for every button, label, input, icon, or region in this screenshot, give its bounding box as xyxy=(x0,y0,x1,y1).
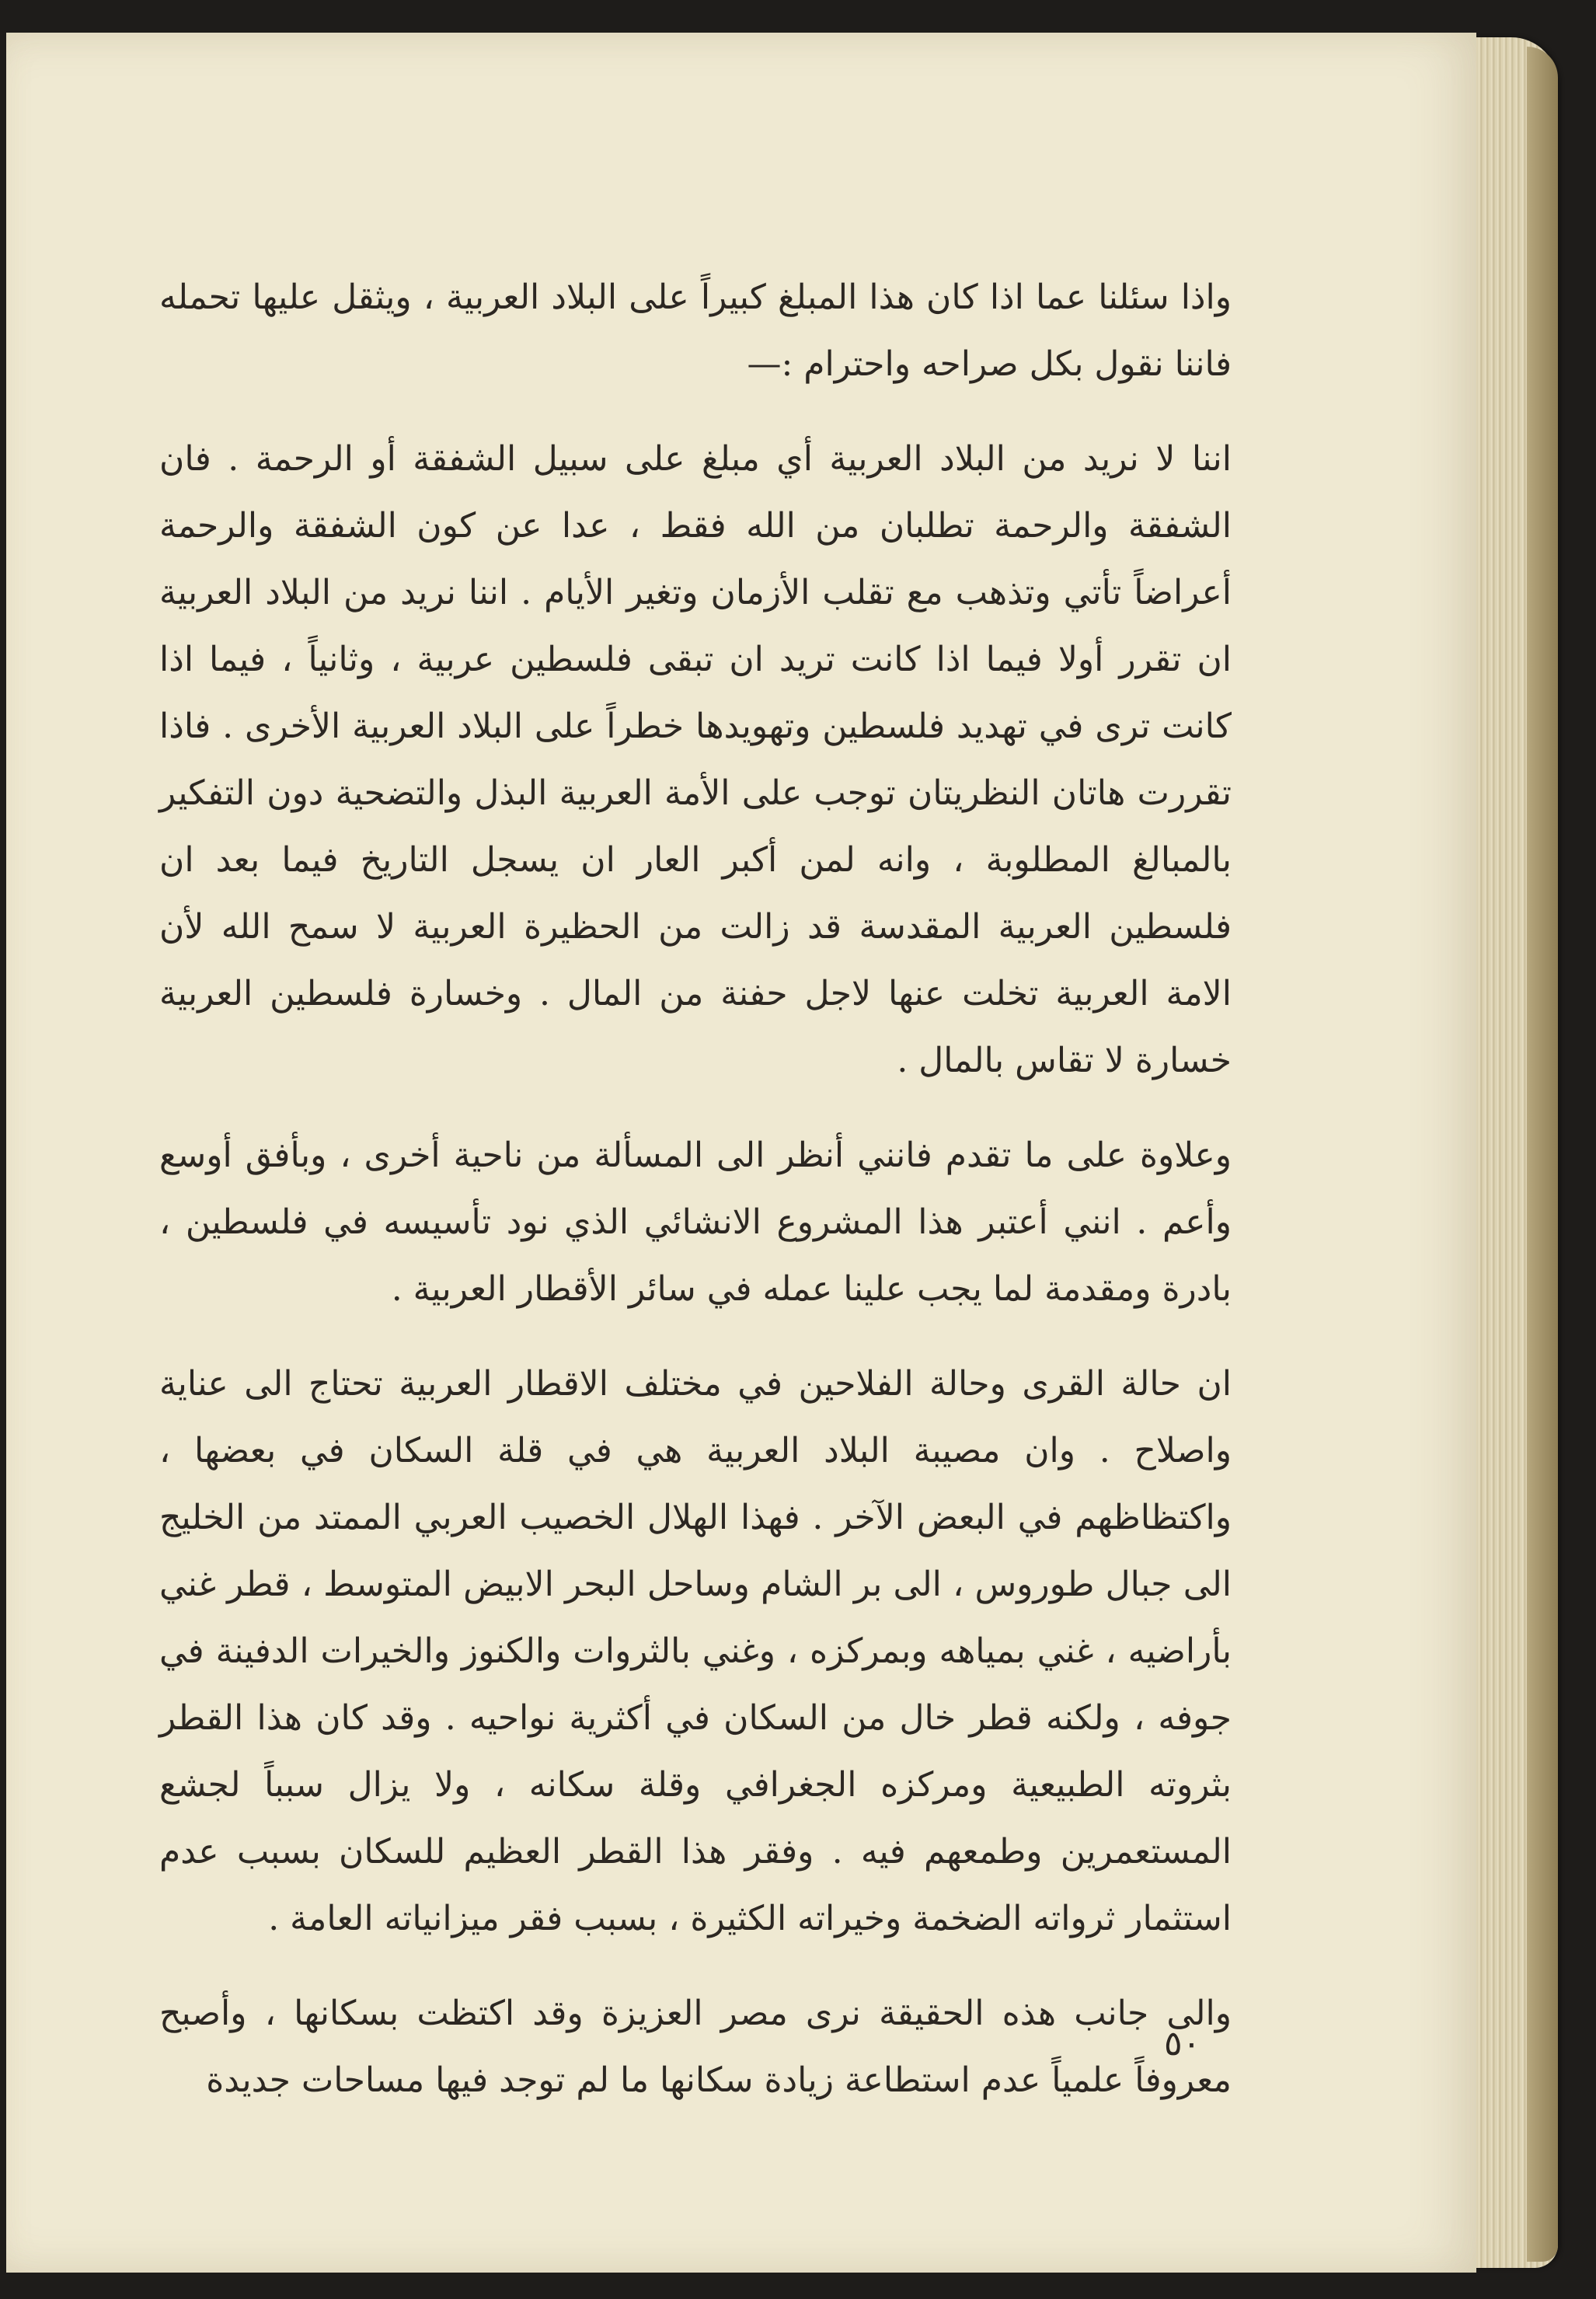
paragraph-4: ان حالة القرى وحالة الفلاحين في مختلف الاقطار العربية تحتاج الى عناية واصلاح . وان مصيبة البلاد العربية هي في قلة السكان في بعضها ، واكتظاظهم في البعض الآخر . فهذا الهلال الخصيب العربي الممتد من الخليج الى جبال طوروس ، الى بر الشام وساحل البحر الابيض المتوسط ، قطر غني بأراضيه ، غني بمياهه وبمركزه ، وغني بالثروات والكنوز والخيرات الدفينة في جوفه ، ولكنه قطر خال من السكان في أكثرية نواحيه . وقد كان هذا القطر بثروته الطبيعية ومركزه الجغرافي وقلة سكانه ، ولا يزال سبباً لجشع المستعمرين وطمعهم فيه . وفقر هذا القطر العظيم للسكان بسبب عدم استثمار ثرواته الضخمة وخيراته الكثيرة ، بسبب فقر ميزانياته العامة . xyxy=(159,1364,1232,1938)
body-text xyxy=(159,264,1232,2142)
paragraph-2: اننا لا نريد من البلاد العربية أي مبلغ على سبيل الشفقة أو الرحمة . فان الشفقة والرحمة تطلبان من الله فقط ، عدا عن كون الشفقة والرحمة أعراضاً تأتي وتذهب مع تقلب الأزمان وتغير الأيام . اننا نريد من البلاد العربية ان تقرر أولا فيما اذا كانت تريد ان تبقى فلسطين عربية ، وثانياً ، فيما اذا كانت ترى في تهديد فلسطين وتهويدها خطراً على البلاد العربية الأخرى . فاذا تقررت هاتان النظريتان توجب على الأمة العربية البذل والتضحية دون التفكير بالمبالغ المطلوبة ، وانه لمن أكبر العار ان يسجل التاريخ فيما بعد ان فلسطين العربية المقدسة قد زالت من الحظيرة العربية لا سمح الله لأن الامة العربية تخلت عنها لاجل حفنة من المال . وخسارة فلسطين العربية خسارة لا تقاس بالمال . xyxy=(159,439,1232,1080)
paragraph-5: والى جانب هذه الحقيقة نرى مصر العزيزة وقد اكتظت بسكانها ، وأصبح معروفاً علمياً عدم استطاعة زيادة سكانها ما لم توجد فيها مساحات جديدة xyxy=(159,1994,1232,2100)
page-number: ٥٠ xyxy=(1164,2024,1201,2064)
paragraph-3: وعلاوة على ما تقدم فانني أنظر الى المسألة من ناحية أخرى ، وبأفق أوسع وأعم . انني أعتبر هذا المشروع الانشائي الذي نود تأسيسه في فلسطين ، بادرة ومقدمة لما يجب علينا عمله في سائر الأقطار العربية . xyxy=(159,1136,1232,1309)
paragraph-1: واذا سئلنا عما اذا كان هذا المبلغ كبيراً على البلاد العربية ، ويثقل عليها تحمله فاننا نقول بكل صراحه واحترام :— xyxy=(159,277,1232,384)
book-fore-edge xyxy=(1527,47,1558,2262)
